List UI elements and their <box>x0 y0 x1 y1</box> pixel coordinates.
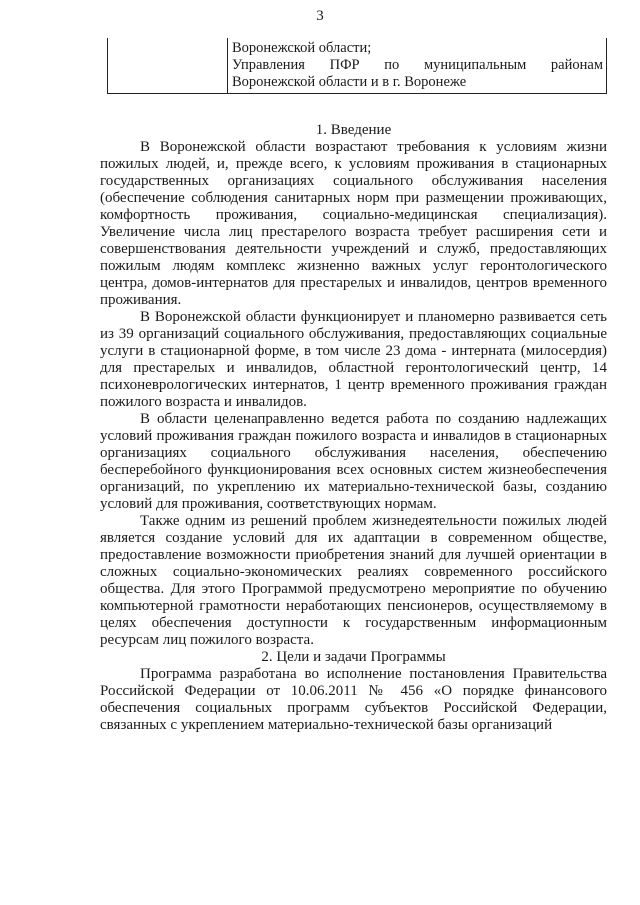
paragraph: В Воронежской области возрастают требования к условиям жизни пожилых людей, и, прежде всего, к условиям проживания в стационарных государственных организациях социального обслуживания населения (обеспечение соблюдения санитарных норм при размещении проживающих, комфортность проживания, социально-медицинская специализация). Увеличение числа лиц престарелого возраста требует расширения сети и совершенствования деятельности учреждений и служб, предоставляющих пожилым людям комплекс жизненно важных услуг геронтологического центра, домов-интернатов для престарелых и инвалидов, центров временного проживания. <box>100 139 607 308</box>
table-line: Воронежской области; <box>232 40 372 56</box>
page-number: 3 <box>316 8 324 24</box>
paragraph: Программа разработана во исполнение постановления Правительства Российской Федерации от 10.06.2011 № 456 «О порядке финансового обеспечения социальных программ субъектов Российской Федерации, связанных с укреплением материально-технической базы организаций <box>100 666 607 733</box>
document-body <box>100 122 607 734</box>
continued-table <box>107 38 607 94</box>
paragraph: В области целенаправленно ведется работа по созданию надлежащих условий проживания граждан пожилого возраста и инвалидов в стационарных организациях социального обслуживания населения, обеспечению бесперебойного функционирования всех основных систем жизнеобеспечения организаций, по укреплению их материально-технической базы, созданию условий для проживания, соответствующих нормам. <box>100 411 607 512</box>
paragraph: Также одним из решений проблем жизнедеятельности пожилых людей является создание условий для их адаптации в современном обществе, предоставление возможности приобретения знаний для лучшей ориентации в сложных социально-экономических реалиях современного российского общества. Для этого Программой предусмотрено мероприятие по обучению компьютерной грамотности неработающих пенсионеров, осуществляемому в целях обеспечения доступности к государственным информационным ресурсам лиц пожилого возраста. <box>100 513 607 648</box>
paragraph: В Воронежской области функционирует и планомерно развивается сеть из 39 организаций социального обслуживания, предоставляющих социальные услуги в стационарной форме, в том числе 23 дома - интерната (милосердия) для престарелых и инвалидов, областной геронтологический центр, 14 психоневрологических интернатов, 1 центр временного проживания граждан пожилого возраста и инвалидов. <box>100 309 607 410</box>
table-cell-recipients <box>228 38 607 94</box>
section-title-goals: 2. Цели и задачи Программы <box>261 649 446 665</box>
section-title-introduction: 1. Введение <box>315 122 392 138</box>
table-line: Управления ПФР по муниципальным районам <box>232 57 603 73</box>
table-cell-empty <box>108 38 228 94</box>
table-line: Воронежской области и в г. Воронеже <box>232 74 467 90</box>
table-row <box>108 38 607 94</box>
